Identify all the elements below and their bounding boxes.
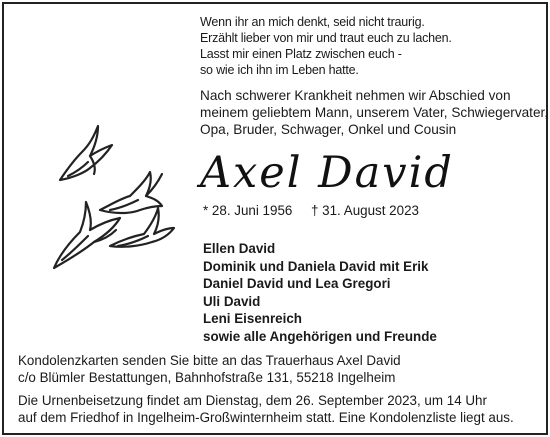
mourners-list: [203, 240, 437, 346]
mourner: Leni Eisenreich: [203, 311, 302, 327]
cards-line: c/o Blümler Bestattungen, Bahnhofstraße 131, 55218 Ingelheim: [18, 370, 396, 385]
death-date: † 31. August 2023: [311, 203, 419, 218]
bird-icon: [100, 172, 162, 213]
funeral-line: Die Urnenbeisetzung findet am Dienstag, dem 26. September 2023, um 14 Uhr: [18, 393, 487, 408]
funeral-info: [18, 392, 514, 426]
poem: [200, 14, 452, 78]
flying-birds-icon: [50, 118, 180, 273]
cards-line: Kondolenzkarten senden Sie bitte an das Trauerhaus Axel David: [18, 353, 401, 368]
poem-line: Erzählt lieber von mir und traut euch zu lachen.: [200, 31, 452, 45]
mourner: Uli David: [203, 293, 261, 309]
intro-text: [200, 87, 548, 138]
bird-icon: [60, 126, 112, 180]
mourner: Dominik und Daniela David mit Erik: [203, 258, 429, 274]
intro-line: meinem geliebtem Mann, unserem Vater, Schwiegervater,: [200, 105, 549, 120]
poem-line: Wenn ihr an mich denkt, seid nicht traurig.: [200, 15, 425, 29]
birth-date: * 28. Juni 1956: [203, 203, 293, 218]
deceased-name: Axel David: [200, 148, 454, 198]
mourner: sowie alle Angehörigen und Freunde: [203, 328, 437, 344]
poem-line: so wie ich ihn im Leben hatte.: [200, 63, 359, 77]
mourner: Ellen David: [203, 241, 276, 256]
mourner: Daniel David und Lea Gregori: [203, 276, 391, 292]
intro-line: Opa, Bruder, Schwager, Onkel und Cousin: [200, 122, 457, 137]
intro-line: Nach schwerer Krankheit nehmen wir Abschied von: [200, 88, 511, 103]
funeral-line: auf dem Friedhof in Ingelheim-Großwinternheim statt. Eine Kondolenzliste liegt aus.: [18, 410, 514, 425]
condolence-cards-info: [18, 352, 401, 386]
poem-line: Lasst mir einen Platz zwischen euch -: [200, 47, 402, 61]
